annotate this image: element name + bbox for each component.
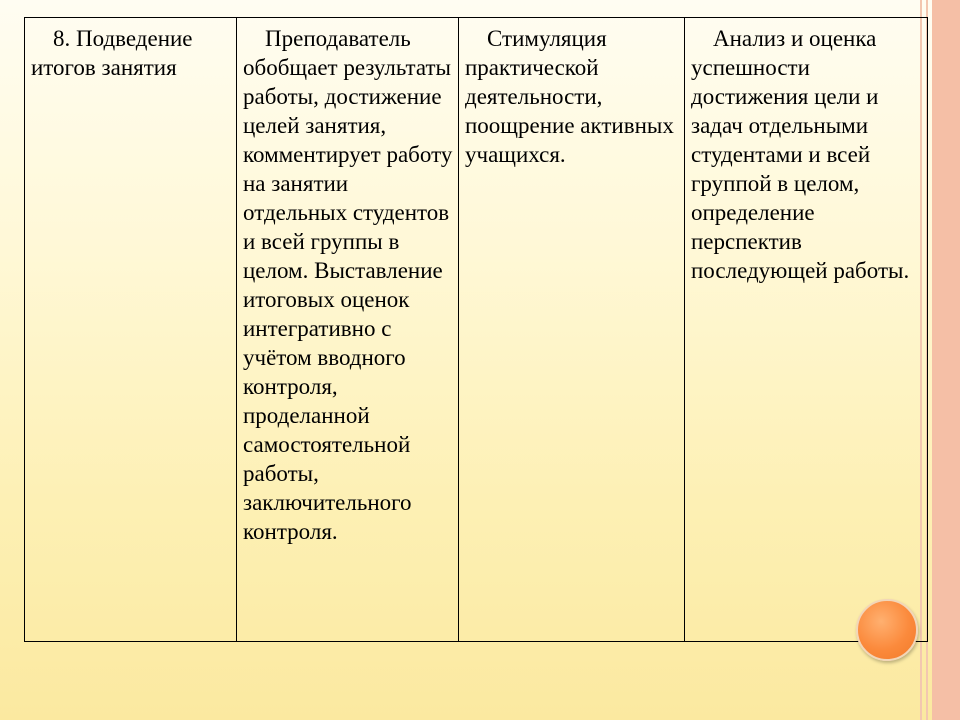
side-stripe-wide: [932, 0, 960, 720]
lesson-stage-table: [24, 17, 928, 642]
teacher-activity-cell: [237, 18, 459, 642]
teacher-activity-text: Преподаватель обобщает результаты работы, достижение целей занятия, комментирует работу на занятии отдельных студентов и всей группы в целом. Выставление итоговых оценок интегративно с учётом вводного контроля, проделанной самостоятельной работы, заключительного контроля.: [243, 26, 453, 544]
stimulation-text: Стимуляция практической деятельности, поощрение активных учащихся.: [465, 26, 674, 167]
analysis-cell: [685, 18, 928, 642]
stimulation-cell: [459, 18, 685, 642]
table-row: [25, 18, 928, 642]
stage-cell: [25, 18, 237, 642]
stage-text: 8. Подведение итогов занятия: [31, 26, 193, 80]
decorative-orange-circle: [856, 599, 918, 661]
analysis-text: Анализ и оценка успешности достижения цели и задач отдельными студентами и всей группой в целом, определение перспектив последующей работы.: [691, 26, 910, 283]
